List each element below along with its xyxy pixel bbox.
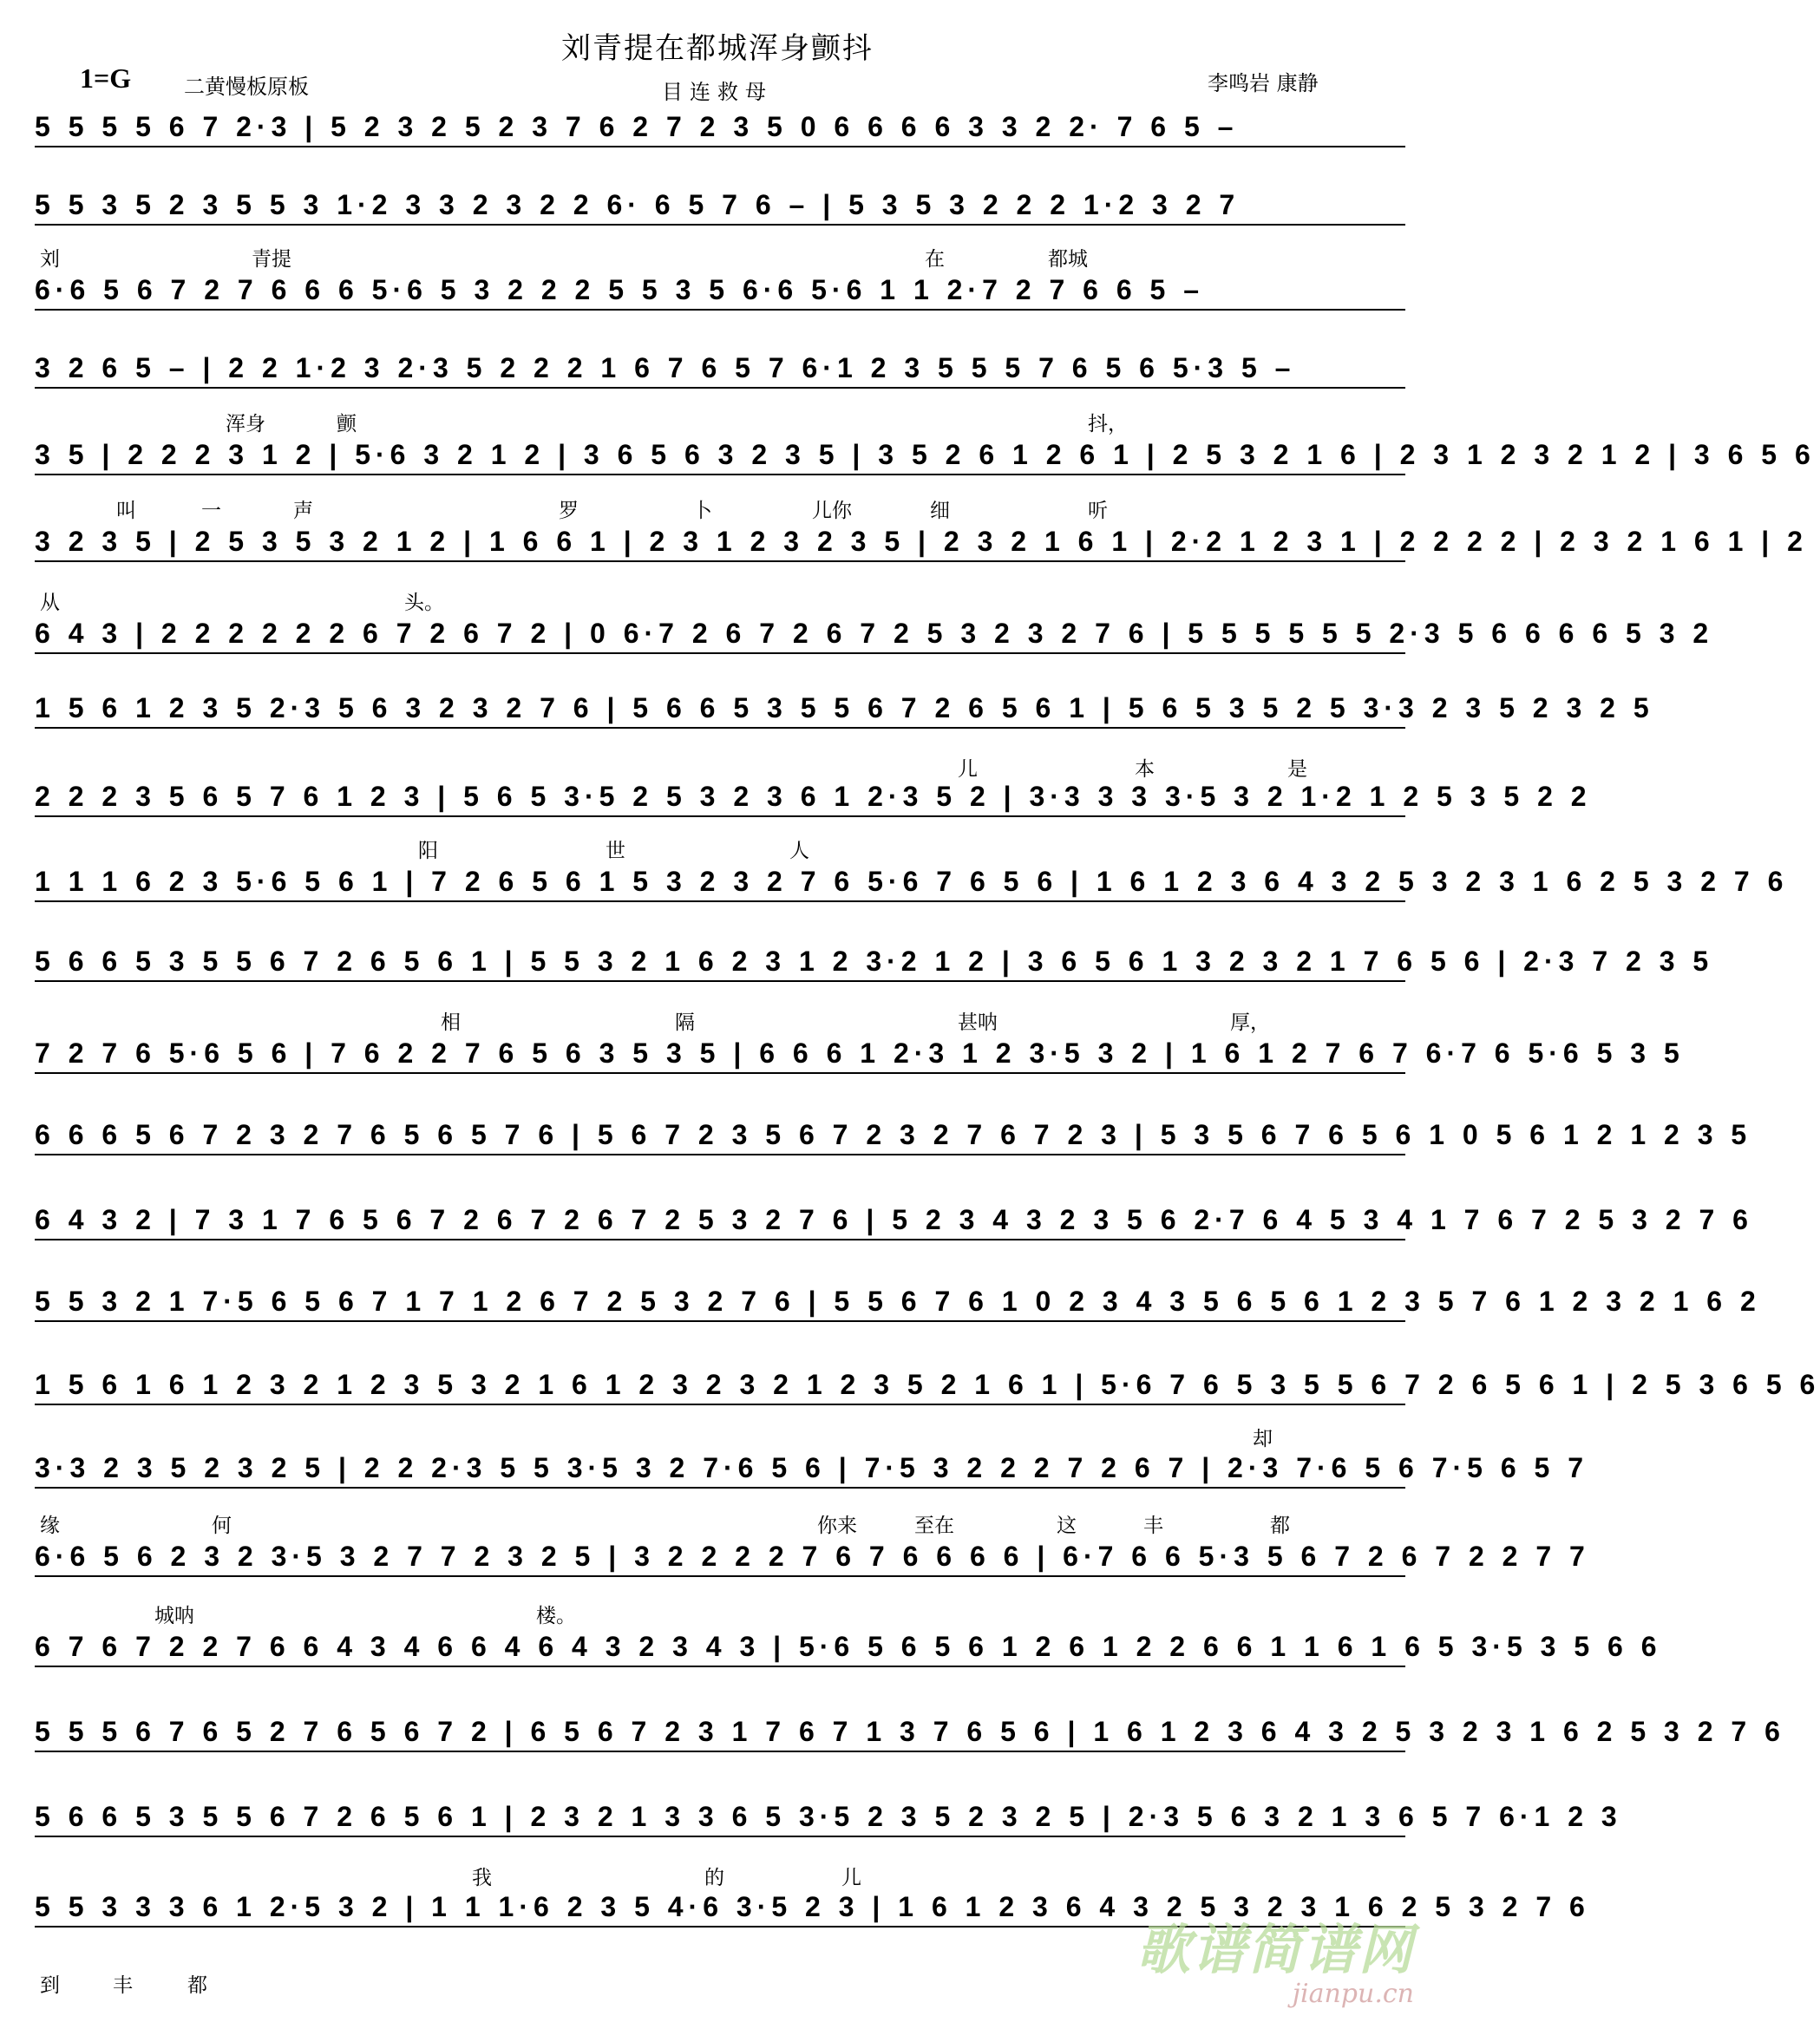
lyric-line: 刘 青提 在 都城 [40,248,1088,271]
lyric-line: 浑身 颤 抖， [226,413,1128,435]
staff-line-15: 5 5 3 2 1 7·5 6 5 6 7 1 7 1 2 6 7 2 5 3 2 7 6 | 5 5 6 7 6 1 0 2 3 4 3 5 6 5 6 1 2 3 5 7 6 1 2 3 2 1 6 2 [35,1286,1405,1322]
page-title: 刘青提在都城浑身颤抖 [561,31,874,66]
watermark-text: 歌谱简谱网 [1136,1918,1414,1981]
performers: 李鸣岩 康静 [1208,71,1319,95]
lyric-line: 从 头。 [40,592,444,614]
watermark [1119,1907,1414,2011]
lyric-line: 叫 一 声 罗 卜 儿你 细 听 [116,500,1108,522]
staff-line-7: 6 4 3 | 2 2 2 2 2 2 6 7 2 6 7 2 | 0 6·7 2 6 7 2 6 7 2 5 3 2 3 2 7 6 | 5 5 5 5 5 5 2·3 5 6 6 6 6 5 3 2 [35,618,1405,654]
key-signature: 1=G [80,62,132,94]
lyric-line: 阳 世 人 [418,840,809,862]
staff-line-10: 1 1 1 6 2 3 5·6 5 6 1 | 7 2 6 5 6 1 5 3 2 3 2 7 6 5·6 7 6 5 6 | 1 6 1 2 3 6 4 3 2 5 3 2 3 1 6 2 5 3 2 7 6 [35,866,1405,902]
lyric-line: 却 [1253,1428,1273,1450]
opera-subtitle: 目连救母 [662,80,773,104]
staff-line-3: 6·6 5 6 7 2 7 6 6 6 5·6 5 3 2 2 2 5 5 3 5 6·6 5·6 1 1 2·7 2 7 6 6 5 – [35,274,1405,311]
staff-line-4: 3 2 6 5 – | 2 2 1·2 3 2·3 5 2 2 2 1 6 7 6 5 7 6·1 2 3 5 5 5 7 6 5 6 5·3 5 – [35,352,1405,389]
staff-line-20: 5 5 5 6 7 6 5 2 7 6 5 6 7 2 | 6 5 6 7 2 3 1 7 6 7 1 3 7 6 5 6 | 1 6 1 2 3 6 4 3 2 5 3 2 3 1 6 2 5 3 2 7 6 [35,1716,1405,1752]
staff-line-9: 2 2 2 3 5 6 5 7 6 1 2 3 | 5 6 5 3·5 2 5 3 2 3 6 1 2·3 5 2 | 3·3 3 3 3·5 3 2 1·2 1 2 5 3 5 2 2 [35,781,1405,817]
staff-line-6: 3 2 3 5 | 2 5 3 5 3 2 1 2 | 1 6 6 1 | 2 3 1 2 3 2 3 5 | 2 3 2 1 6 1 | 2·2 1 2 3 1 | 2 2 2 2 | 2 3 2 1 6 1 | 2 [35,526,1405,562]
staff-line-8: 1 5 6 1 2 3 5 2·3 5 6 3 2 3 2 7 6 | 5 6 6 5 3 5 5 6 7 2 6 5 6 1 | 5 6 5 3 5 2 5 3·3 2 3 5 2 3 2 5 [35,692,1405,729]
staff-line-1: 5 5 5 5 6 7 2·3 | 5 2 3 2 5 2 3 7 6 2 7 2 3 5 0 6 6 6 6 3 3 2 2· 7 6 5 – [35,111,1405,147]
staff-line-16: 1 5 6 1 6 1 2 3 2 1 2 3 5 3 2 1 6 1 2 3 2 3 2 1 2 3 5 2 1 6 1 | 5·6 7 6 5 3 5 5 6 7 2 6 5 6 1 | 2 5 3 6 5 6 [35,1369,1405,1405]
staff-line-19: 6 7 6 7 2 2 7 6 6 4 3 4 6 6 4 6 4 3 2 3 4 3 | 5·6 5 6 5 6 1 2 6 1 2 2 6 6 1 1 6 1 6 5 3·5 3 5 6 6 [35,1631,1405,1667]
lyric-line: 到 丰 都 [40,1974,207,1997]
staff-line-22: 5 5 3 3 3 6 1 2·5 3 2 | 1 1 1·6 2 3 5 4·6 3·5 2 3 | 1 6 1 2 3 6 4 3 2 5 3 2 3 1 6 2 5 3 2 7 6 [35,1891,1405,1928]
lyric-line: 城呐 楼。 [154,1605,576,1627]
staff-line-12: 7 2 7 6 5·6 5 6 | 7 6 2 2 7 6 5 6 3 5 3 5 | 6 6 6 1 2·3 1 2 3·5 3 2 | 1 6 1 2 7 6 7 6·7 6 5·6 5 3 5 [35,1037,1405,1074]
lyric-line: 相 隔 甚呐 厚， [441,1011,1270,1034]
lyric-line: 儿 本 是 [958,758,1307,781]
tempo-style: 二黄慢板原板 [184,75,309,99]
lyric-line: 缘 何 你来 至在 这 丰 都 [40,1515,1290,1537]
staff-line-21: 5 6 6 5 3 5 5 6 7 2 6 5 6 1 | 2 3 2 1 3 3 6 5 3·5 2 3 5 2 3 2 5 | 2·3 5 6 3 2 1 3 6 5 7 6·1 2 3 [35,1801,1405,1837]
watermark-url: jianpu.cn [1292,1979,1414,2009]
lyric-line: 我 的 儿 [472,1867,861,1889]
staff-line-17: 3·3 2 3 5 2 3 2 5 | 2 2 2·3 5 5 3·5 3 2 7·6 5 6 | 7·5 3 2 2 2 7 2 6 7 | 2·3 7·6 5 6 7·5 6 5 7 [35,1452,1405,1489]
staff-line-2: 5 5 3 5 2 3 5 5 3 1·2 3 3 2 3 2 2 6· 6 5 7 6 – | 5 3 5 3 2 2 2 1·2 3 2 7 [35,189,1405,226]
staff-line-18: 6·6 5 6 2 3 2 3·5 3 2 7 7 2 3 2 5 | 3 2 2 2 2 7 6 7 6 6 6 6 | 6·7 6 6 5·3 5 6 7 2 6 7 2 2 7 7 [35,1541,1405,1577]
staff-line-11: 5 6 6 5 3 5 5 6 7 2 6 5 6 1 | 5 5 3 2 1 6 2 3 1 2 3·2 1 2 | 3 6 5 6 1 3 2 3 2 1 7 6 5 6 | 2·3 7 2 3 5 [35,946,1405,982]
staff-line-13: 6 6 6 5 6 7 2 3 2 7 6 5 6 5 7 6 | 5 6 7 2 3 5 6 7 2 3 2 7 6 7 2 3 | 5 3 5 6 7 6 5 6 1 0 5 6 1 2 1 2 3 5 [35,1119,1405,1155]
staff-line-5: 3 5 | 2 2 2 3 1 2 | 5·6 3 2 1 2 | 3 6 5 6 3 2 3 5 | 3 5 2 6 1 2 6 1 | 2 5 3 2 1 6 | 2 3 1 2 3 2 1 2 | 3 6 5 6 [35,439,1405,475]
staff-line-14: 6 4 3 2 | 7 3 1 7 6 5 6 7 2 6 7 2 6 7 2 5 3 2 7 6 | 5 2 3 4 3 2 3 5 6 2·7 6 4 5 3 4 1 7 6 7 2 5 3 2 7 6 [35,1204,1405,1240]
